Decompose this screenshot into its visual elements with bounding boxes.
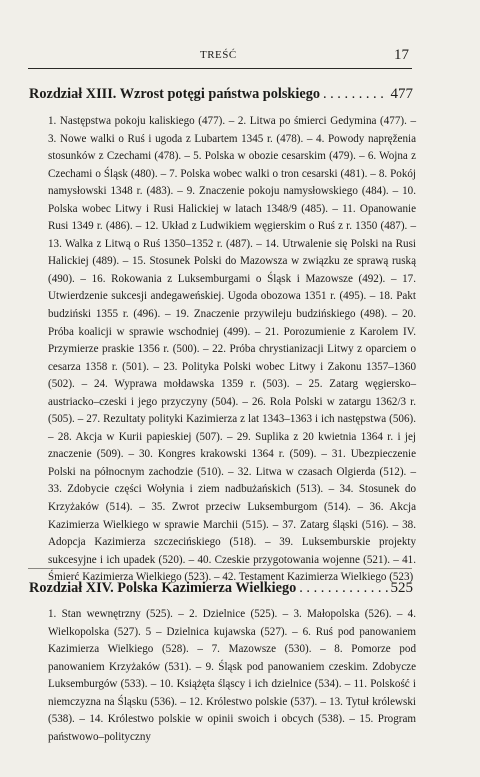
chapter-14-heading bbox=[29, 580, 413, 597]
chapter-13-contents: 1. Następstwa pokoju kaliskiego (477). – 2. Litwa po śmierci Gedymina (477). – 3. Nowe walki o Ruś i ugoda z Lubartem 1345 r. (478). – 4. Powody napręženia stosunków z Czechami (478). – 5. Polska w obozie cesarskim (479). – 6. Wojna z Czechami o Śląsk (480). – 7. Polska wobec walki o tron cesarski (481). – 8. Pokój namysłowski 1348 r. (483). – 9. Znaczenie pokoju namysłowskiego (484). – 10. Polska wobec Litwy i Rusi Halickiej w latach 1348/9 (485). – 11. Opanowanie Rusi 1349 r. (486). – 12. Układ z Ludwikiem węgierskim o Ruś z r. 1350 (487). – 13. Walka z Litwą o Ruś 1350–1352 r. (487). – 14. Utrwalenie się Polski na Rusi Halickiej (489). – 15. Stosunek Polski do Mazowsza w związku ze sprawą ruską (490). – 16. Rokowania z Luksemburgami o Śląsk i Mazowsze (492). – 17. Utwierdzenie sukcesji andegaweńskiej. Ugoda obozowa 1351 r. (495). – 18. Pakt budziński 1355 r. (496). – 19. Znaczenie przywileju budzińskiego (498). – 20. Próba koalicji w sprawie wschodniej (499). – 21. Porozumienie z Karolem IV. Przymierze praskie 1356 r. (500). – 22. Próba chrystianizacji Litwy z oparciem o cesarza 1358 r. (501). – 23. Polityka Polski wobec Litwy i Zakonu 1357–1360 (502). – 24. Wyprawa mołdawska 1359 r. (503). – 25. Zatarg węgiersko–austriacko–czeski i jego przyczyny (504). – 26. Rola Polski w zatargu 1362/3 r. (505). – 27. Rezultaty polityki Kazimierza z lat 1343–1363 i ich następstwa (506). – 28. Akcja w Kurii papieskiej (507). – 29. Suplika z 20 kwietnia 1364 r. i jej znaczenie (509). – 30. Kongres krakowski 1364 r. (509). – 31. Ubezpieczenie Polski na północnym zachodzie (510). – 32. Litwa w czasach Olgierda (512). – 33. Zdobycie części Wołynia i ziem nadbużańskich (513). – 34. Stosunek do Krzyżaków (514). – 35. Zwrot przeciw Luksemburgom (514). – 36. Akcja Kazimierza Wielkiego w sprawie Marchii (515). – 37. Zatarg śląski (516). – 38. Adopcja Kazimierza szczecińskiego (518). – 39. Luksemburskie projekty sukcesyjne i ich upadek (520). – 40. Czeskie przygotowania wojenne (521). – 41. Śmierć Kazimierza Wielkiego (523). – 42. Testament Kazimierza Wielkiego (523) bbox=[48, 115, 416, 584]
page-number: 17 bbox=[394, 47, 409, 63]
dot-leader bbox=[323, 86, 388, 103]
section-divider bbox=[28, 568, 412, 569]
running-head: TREŚĆ bbox=[200, 49, 237, 61]
chapter-page-number: 477 bbox=[390, 86, 413, 102]
chapter-13-heading bbox=[29, 86, 413, 103]
chapter-page-number: 525 bbox=[390, 580, 413, 596]
chapter-title: Rozdział XIII. Wzrost potęgi państwa polskiego bbox=[29, 86, 320, 102]
dot-leader bbox=[299, 580, 387, 597]
chapter-14-contents: 1. Stan wewnętrzny (525). – 2. Dzielnice (525). – 3. Małopolska (526). – 4. Wielkopolska (527). 5 – Dzielnica kujawska (527). – 6. Ruś pod panowaniem Kazimierza Wielkiego (528). – 7. Mazowsze (530). – 8. Pomorze pod panowaniem Krzyżaków (531). – 9. Śląsk pod panowaniem czeskim. Zdobycze Luksemburgów (533). – 10. Książęta śląscy i ich dzielnice (534). – 11. Polskość i niemczyzna na Śląsku (536). – 12. Królestwo polskie (537). – 13. Tytuł królewski (538). – 14. Królestwo polskie w opinii swoich i obcych (538). – 15. Program państwowo–polityczny bbox=[48, 608, 416, 743]
header-rule bbox=[28, 68, 412, 69]
chapter-title: Rozdział XIV. Polska Kazimierza Wielkiego bbox=[29, 580, 297, 596]
